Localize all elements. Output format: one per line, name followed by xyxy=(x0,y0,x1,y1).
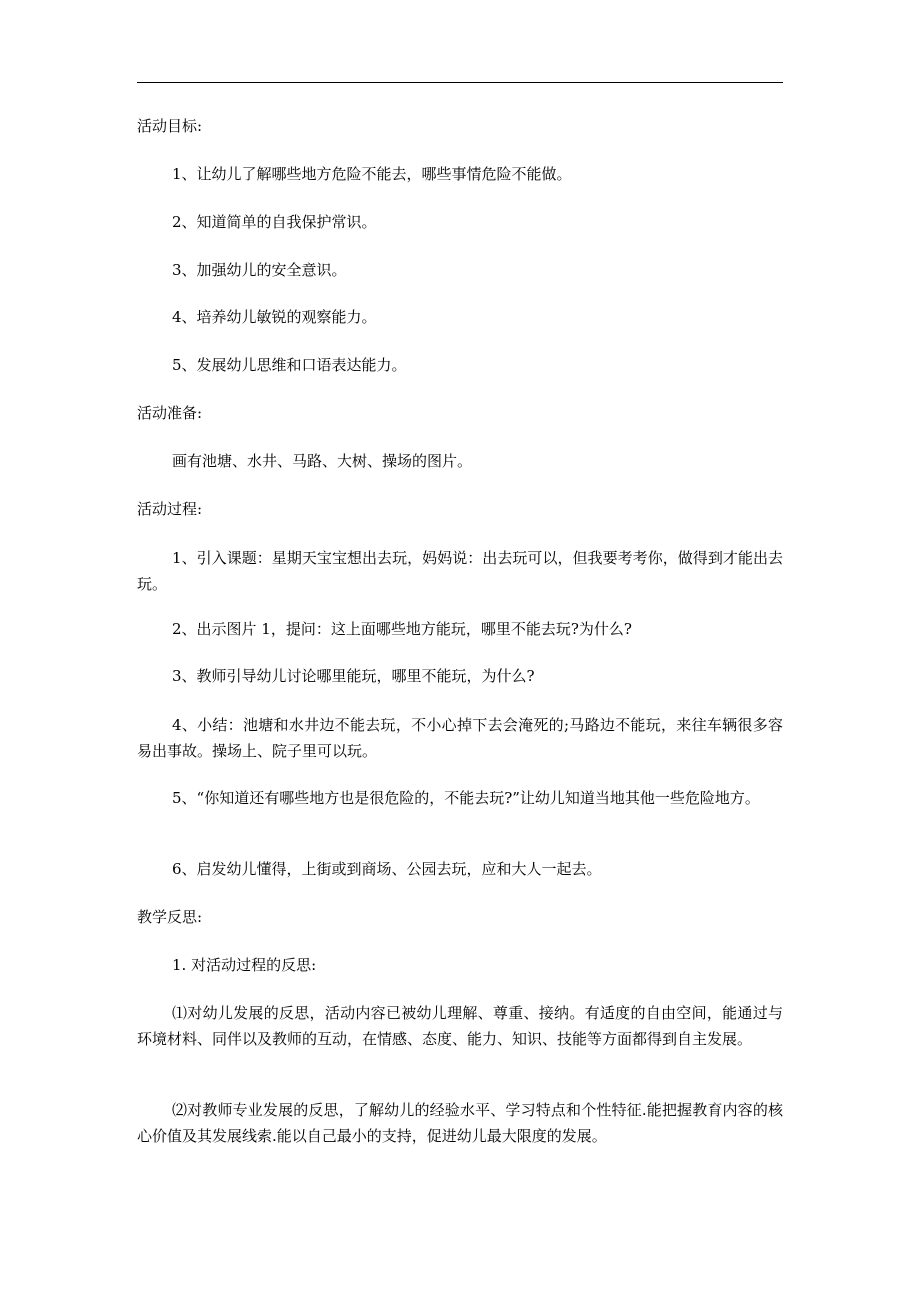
goals-heading: 活动目标: xyxy=(137,117,203,135)
reflection-heading: 教学反思: xyxy=(137,908,203,926)
process-item: 3、教师引导幼儿讨论哪里能玩，哪里不能玩，为什么? xyxy=(172,667,535,685)
goal-item: 2、知道简单的自我保护常识。 xyxy=(172,213,377,231)
process-heading: 活动过程: xyxy=(137,500,203,518)
header-rule xyxy=(137,82,783,83)
process-item: 6、启发幼儿懂得，上街或到商场、公园去玩，应和大人一起去。 xyxy=(172,860,602,878)
reflection-paragraph: ⑴对幼儿发展的反思，活动内容已被幼儿理解、尊重、接纳。有适度的自由空间，能通过与环境材料、同伴以及教师的互动，在情感、态度、能力、知识、技能等方面都得到自主发展。 xyxy=(137,1004,783,1048)
prep-text: 画有池塘、水井、马路、大树、操场的图片。 xyxy=(172,452,473,470)
process-item: 2、出示图片 1，提问：这上面哪些地方能玩，哪里不能去玩?为什么? xyxy=(172,620,632,638)
prep-heading: 活动准备: xyxy=(137,404,203,422)
reflection-paragraph: ⑵对教师专业发展的反思，了解幼儿的经验水平、学习特点和个性特征.能把握教育内容的核心价值及其发展线索.能以自己最小的支持，促进幼儿最大限度的发展。 xyxy=(137,1101,783,1145)
process-item: 4、小结：池塘和水井边不能去玩，不小心掉下去会淹死的;马路边不能玩，来往车辆很多容易出事故。操场上、院子里可以玩。 xyxy=(137,716,783,760)
process-item: 5、“你知道还有哪些地方也是很危险的，不能去玩?”让幼儿知道当地其他一些危险地方。 xyxy=(172,789,760,807)
goal-item: 5、发展幼儿思维和口语表达能力。 xyxy=(172,356,407,374)
goal-item: 1、让幼儿了解哪些地方危险不能去，哪些事情危险不能做。 xyxy=(172,165,572,183)
goal-item: 3、加强幼儿的安全意识。 xyxy=(172,261,347,279)
reflection-subheading: 1. 对活动过程的反思: xyxy=(172,956,317,974)
goal-item: 4、培养幼儿敏锐的观察能力。 xyxy=(172,308,377,326)
process-item: 1、引入课题：星期天宝宝想出去玩，妈妈说：出去玩可以，但我要考考你，做得到才能出去玩。 xyxy=(137,549,783,593)
